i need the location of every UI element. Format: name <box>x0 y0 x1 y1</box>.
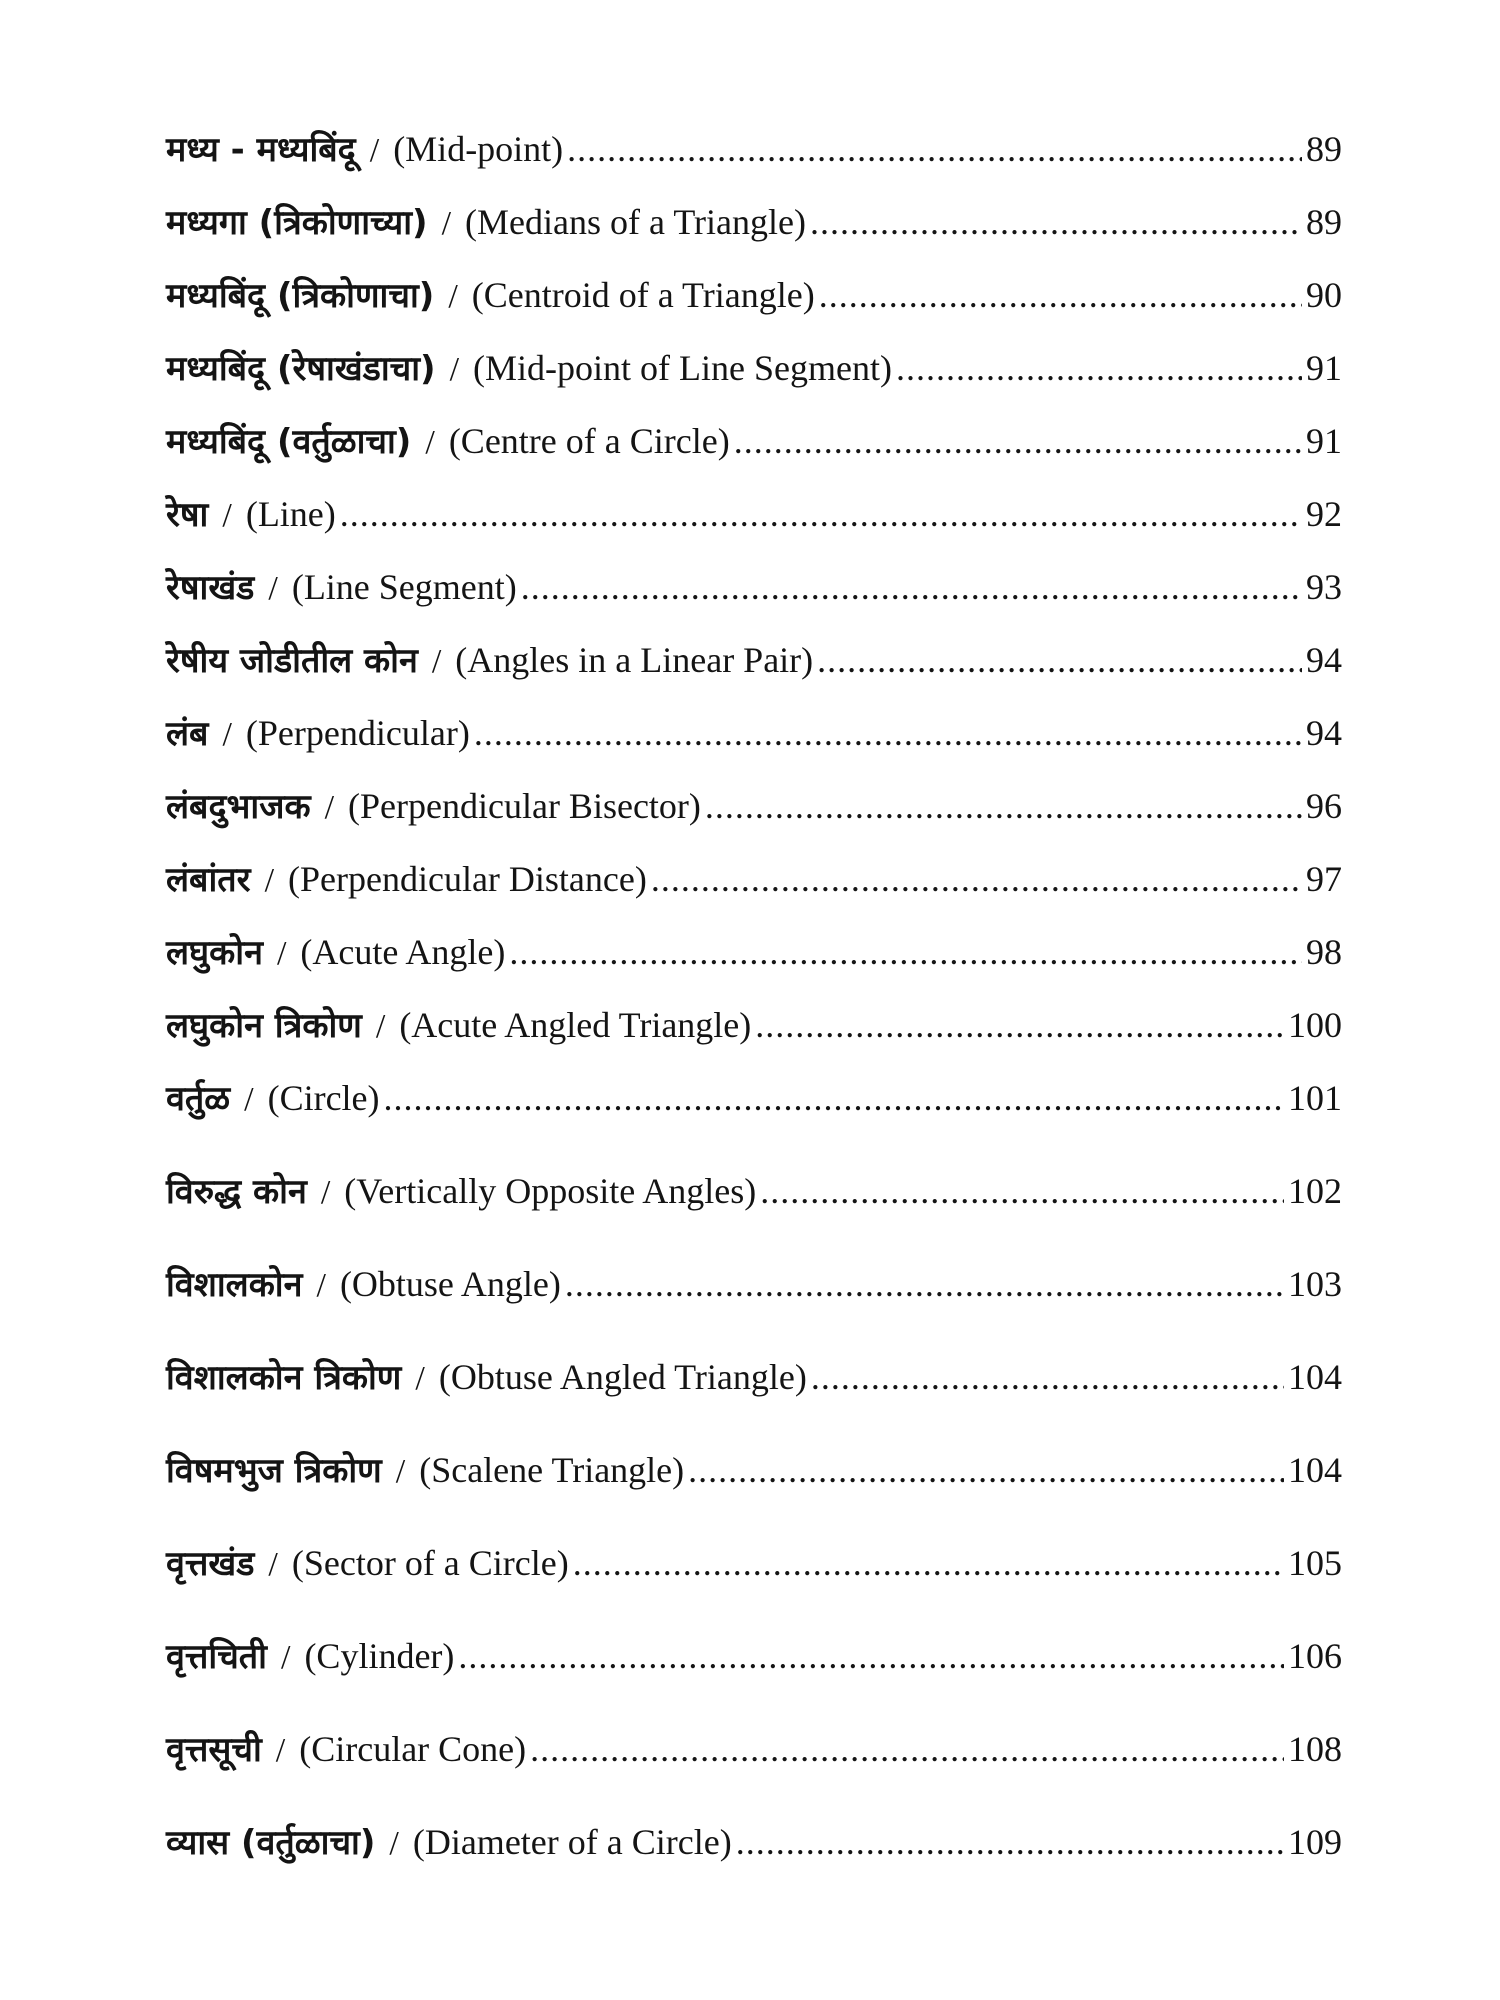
separator: / <box>280 1639 291 1676</box>
page-number: 89 <box>1306 129 1342 169</box>
english-term: (Mid-point) <box>393 129 564 169</box>
page-number: 92 <box>1306 494 1342 534</box>
english-term: (Scalene Triangle) <box>419 1450 685 1490</box>
page-number: 108 <box>1288 1729 1342 1769</box>
english-term: (Line) <box>245 494 336 534</box>
separator: / <box>222 716 232 753</box>
separator: / <box>395 1453 406 1490</box>
page-number: 104 <box>1288 1450 1342 1490</box>
english-term: (Mid-point of Line Segment) <box>473 348 892 388</box>
english-term: (Line Segment) <box>291 567 517 607</box>
separator: / <box>448 278 458 315</box>
index-entry <box>166 1821 1342 1914</box>
separator: / <box>320 1174 331 1211</box>
index-entry <box>166 493 1342 566</box>
page-number: 106 <box>1288 1636 1342 1676</box>
english-term: (Angles in a Linear Pair) <box>455 640 814 680</box>
marathi-term: मध्यबिंदू (वर्तुळाचा) <box>166 422 412 462</box>
index-entry <box>166 420 1342 493</box>
index-entry <box>166 347 1342 420</box>
page-number: 104 <box>1288 1357 1342 1397</box>
english-term: (Perpendicular Bisector) <box>348 786 701 826</box>
separator: / <box>425 424 435 461</box>
separator: / <box>449 351 460 388</box>
marathi-term: लघुकोन त्रिकोण <box>166 1006 362 1046</box>
index-entry <box>166 1635 1342 1728</box>
marathi-term: मध्यगा (त्रिकोणाच्या) <box>166 203 428 243</box>
marathi-term: मध्यबिंदू (त्रिकोणाचा) <box>166 276 435 316</box>
index-entry <box>166 128 1342 201</box>
index-entry <box>166 566 1342 639</box>
dot-leader <box>688 1449 1284 1491</box>
english-term: (Circular Cone) <box>299 1729 527 1769</box>
dot-leader <box>565 1263 1284 1305</box>
glossary-index <box>166 128 1342 1914</box>
separator: / <box>222 497 232 534</box>
marathi-term: मध्य - मध्यबिंदू <box>166 130 356 170</box>
page-number: 94 <box>1306 713 1342 753</box>
page-number: 89 <box>1306 202 1342 242</box>
marathi-term: वृत्तसूची <box>166 1730 262 1770</box>
page-number: 105 <box>1288 1543 1342 1583</box>
english-term: (Circle) <box>267 1078 380 1118</box>
index-entry <box>166 712 1342 785</box>
index-entry <box>166 1542 1342 1635</box>
index-entry <box>166 201 1342 274</box>
separator: / <box>268 1546 278 1583</box>
marathi-term: वृत्तचिती <box>166 1637 267 1677</box>
dot-leader <box>573 1542 1284 1584</box>
dot-leader <box>819 274 1302 316</box>
marathi-term: लंबांतर <box>166 860 251 900</box>
index-entry <box>166 1170 1342 1263</box>
page-number: 98 <box>1306 932 1342 972</box>
separator: / <box>431 643 442 680</box>
separator: / <box>264 862 275 899</box>
english-term: (Obtuse Angle) <box>339 1264 561 1304</box>
english-term: (Centroid of a Triangle) <box>471 275 815 315</box>
separator: / <box>441 205 452 242</box>
index-entry <box>166 858 1342 931</box>
index-entry <box>166 1077 1342 1170</box>
page-number: 96 <box>1306 786 1342 826</box>
marathi-term: विशालकोन त्रिकोण <box>166 1358 402 1398</box>
dot-leader <box>755 1004 1284 1046</box>
marathi-term: व्यास (वर्तुळाचा) <box>166 1823 376 1863</box>
english-term: (Obtuse Angled Triangle) <box>438 1357 807 1397</box>
index-entry <box>166 274 1342 347</box>
page-number: 97 <box>1306 859 1342 899</box>
page-number: 94 <box>1306 640 1342 680</box>
marathi-term: लंब <box>166 714 209 754</box>
separator: / <box>375 1008 386 1045</box>
dot-leader <box>760 1170 1284 1212</box>
page-number: 103 <box>1288 1264 1342 1304</box>
dot-leader <box>530 1728 1284 1770</box>
english-term: (Vertically Opposite Angles) <box>344 1171 757 1211</box>
separator: / <box>415 1360 425 1397</box>
page-number: 101 <box>1288 1078 1342 1118</box>
index-entry <box>166 1004 1342 1077</box>
marathi-term: विशालकोन <box>166 1265 303 1305</box>
separator: / <box>389 1825 399 1862</box>
index-entry <box>166 1263 1342 1356</box>
english-term: (Perpendicular) <box>245 713 470 753</box>
index-entry <box>166 1449 1342 1542</box>
marathi-term: लंबदुभाजक <box>166 787 311 827</box>
english-term: (Diameter of a Circle) <box>412 1822 732 1862</box>
dot-leader <box>810 201 1302 243</box>
marathi-term: लघुकोन <box>166 933 263 973</box>
english-term: (Centre of a Circle) <box>448 421 730 461</box>
marathi-term: विरुद्ध कोन <box>166 1172 307 1212</box>
marathi-term: वृत्तखंड <box>166 1544 255 1584</box>
english-term: (Perpendicular Distance) <box>288 859 647 899</box>
dot-leader <box>736 1821 1284 1863</box>
english-term: (Sector of a Circle) <box>291 1543 569 1583</box>
marathi-term: रेषा <box>166 495 209 535</box>
dot-leader <box>811 1356 1284 1398</box>
dot-leader <box>474 712 1302 754</box>
page-number: 93 <box>1306 567 1342 607</box>
separator: / <box>275 1732 286 1769</box>
dot-leader <box>521 566 1302 608</box>
marathi-term: रेषाखंड <box>166 568 255 608</box>
index-entry <box>166 1356 1342 1449</box>
marathi-term: मध्यबिंदू (रेषाखंडाचा) <box>166 349 436 389</box>
dot-leader <box>651 858 1302 900</box>
dot-leader <box>817 639 1302 681</box>
marathi-term: रेषीय जोडीतील कोन <box>166 641 418 681</box>
dot-leader <box>340 493 1302 535</box>
english-term: (Medians of a Triangle) <box>465 202 806 242</box>
separator: / <box>324 789 335 826</box>
page-number: 100 <box>1288 1005 1342 1045</box>
english-term: (Cylinder) <box>304 1636 455 1676</box>
page-number: 91 <box>1306 421 1342 461</box>
page-number: 90 <box>1306 275 1342 315</box>
separator: / <box>268 570 278 607</box>
index-entry <box>166 785 1342 858</box>
english-term: (Acute Angled Triangle) <box>399 1005 752 1045</box>
index-entry <box>166 1728 1342 1821</box>
dot-leader <box>896 347 1302 389</box>
page-number: 91 <box>1306 348 1342 388</box>
dot-leader <box>509 931 1302 973</box>
separator: / <box>244 1081 254 1118</box>
separator: / <box>276 935 287 972</box>
english-term: (Acute Angle) <box>300 932 506 972</box>
separator: / <box>316 1267 326 1304</box>
marathi-term: वर्तुळ <box>166 1079 231 1119</box>
page-number: 102 <box>1288 1171 1342 1211</box>
dot-leader <box>567 128 1302 170</box>
index-entry <box>166 639 1342 712</box>
index-entry <box>166 931 1342 1004</box>
dot-leader <box>384 1077 1284 1119</box>
dot-leader <box>458 1635 1284 1677</box>
dot-leader <box>734 420 1302 462</box>
page-number: 109 <box>1288 1822 1342 1862</box>
marathi-term: विषमभुज त्रिकोण <box>166 1451 382 1491</box>
dot-leader <box>705 785 1302 827</box>
separator: / <box>369 132 380 169</box>
